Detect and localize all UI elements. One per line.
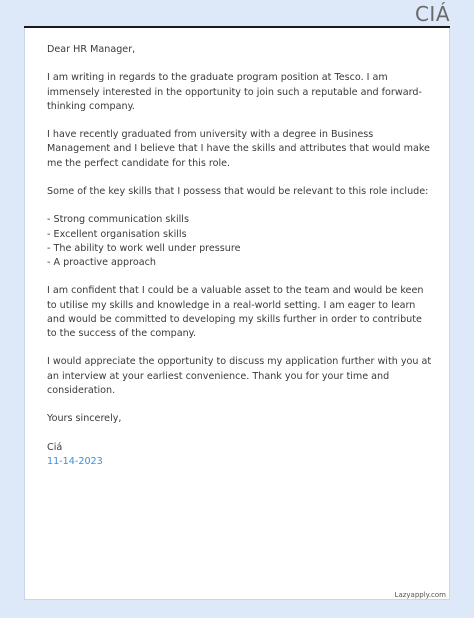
footer-watermark: Lazyapply.com <box>394 591 446 599</box>
salutation: Dear HR Manager, <box>47 44 136 55</box>
paragraph-confidence: I am confident that I could be a valuable asset to the team and would be keen to utilise my skills and knowledge in a real-world setting. I am eager to learn and would be committed to developing my skills further in order to contribute to the success of the company. <box>47 285 424 339</box>
brand-logo: CIÁ <box>414 2 450 26</box>
paragraph-closing-request: I would appreciate the opportunity to discuss my application further with you at an interview at your earliest convenience. Thank you for your time and consideration. <box>47 356 432 396</box>
skill-item: - Excellent organisation skills <box>47 228 187 240</box>
closing: Yours sincerely, <box>47 413 122 425</box>
skill-item: - Strong communication skills <box>47 214 189 226</box>
paragraph-intro: I am writing in regards to the graduate program position at Tesco. I am immensely interested in the opportunity to join such a reputable and forward-thinking company. <box>47 72 422 112</box>
cover-letter-body <box>47 43 433 483</box>
skill-item: - The ability to work well under pressure <box>47 242 241 254</box>
skill-item: - A proactive approach <box>47 256 156 268</box>
paragraph-background: I have recently graduated from university with a degree in Business Management and I believe that I have the skills and attributes that would make me the perfect candidate for this role. <box>47 129 430 169</box>
signature: Ciá <box>47 441 63 453</box>
header-rule <box>24 26 450 28</box>
skills-list <box>47 213 433 270</box>
letter-date: 11-14-2023 <box>47 455 103 467</box>
paragraph-skills-intro: Some of the key skills that I possess that would be relevant to this role include: <box>47 185 429 197</box>
